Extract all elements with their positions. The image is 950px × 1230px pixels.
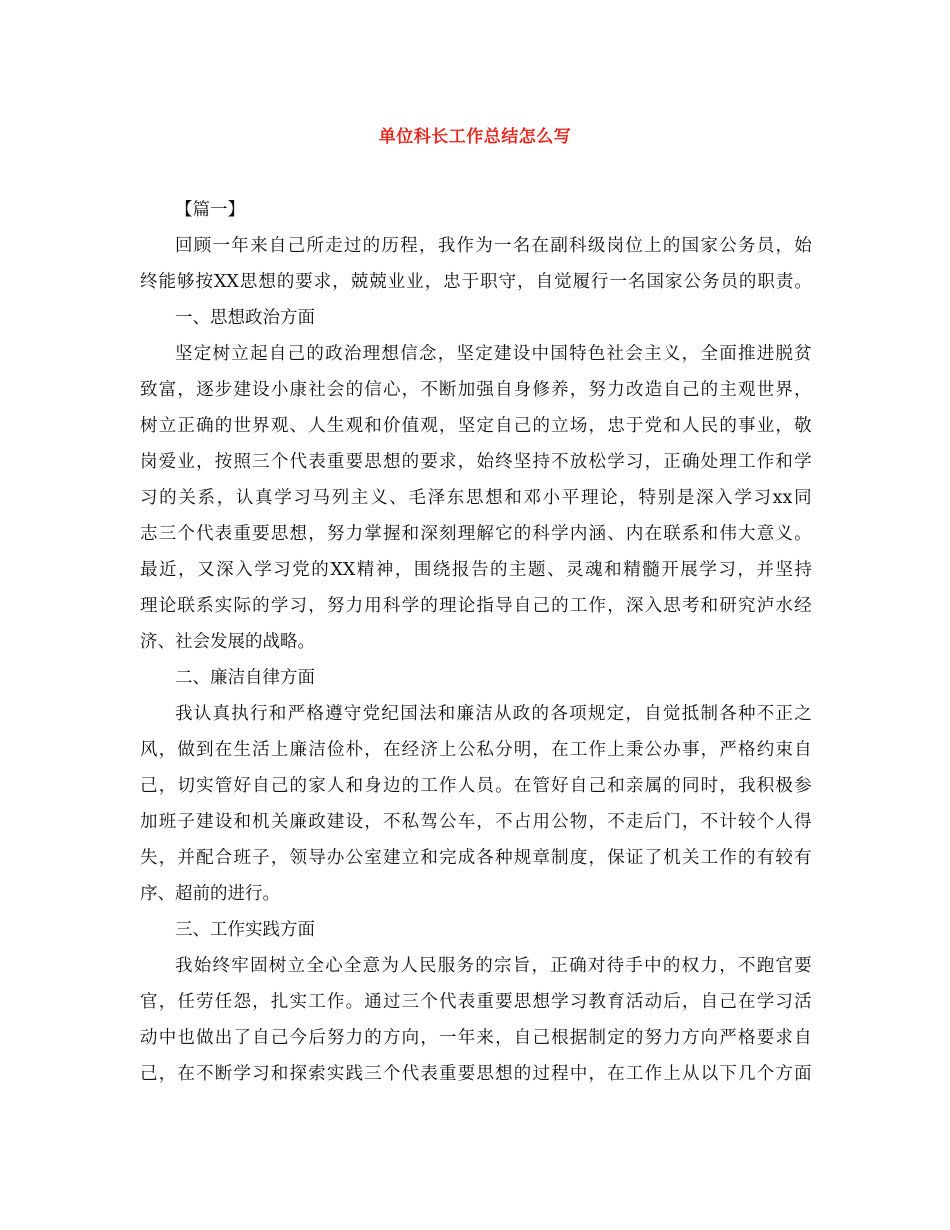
text-line: 致 富 ， 逐 步 建 设 小 康 社 会 的 信 心 ， 不 断 加 强 自 身 修 养 ， 努 力 改 造 自 己 的 主 观 世 界 ，: [140, 380, 812, 400]
text-line: 己 ， 在 不 断 学 习 和 探 索 实 践 三 个 代 表 重 要 思 想 的 过 程 中 ， 在 工 作 上 从 以 下 几 个 方 面: [140, 1064, 812, 1084]
text-line: 风 ， 做 到 在 生 活 上 廉 洁 俭 朴 ， 在 经 济 上 公 私 分 明 ， 在 工 作 上 秉 公 办 事 ， 严 格 约 束 自: [140, 740, 812, 760]
text-line: 我 始 终 牢 固 树 立 全 心 全 意 为 人 民 服 务 的 宗 旨 ， 正 确 对 待 手 中 的 权 力 ， 不 跑 官 要: [175, 956, 812, 976]
text-line: 己 ， 切 实 管 好 自 己 的 家 人 和 身 边 的 工 作 人 员 。 在 管 好 自 己 和 亲 属 的 同 时 ， 我 积 极 参: [140, 776, 812, 796]
text-line: 志 三 个 代 表 重 要 思 想 ， 努 力 掌 握 和 深 刻 理 解 它 的 科 学 内 涵 、 内 在 联 系 和 伟 大 意 义 。: [140, 524, 812, 544]
text-line: 三、工作实践方面: [175, 920, 315, 940]
text-line: 坚 定 树 立 起 自 己 的 政 治 理 想 信 念 ， 坚 定 建 设 中 国 特 色 社 会 主 义 ， 全 面 推 进 脱 贫: [175, 344, 812, 364]
text-line: 最 近 ， 又 深 入 学 习 党 的 XX 精 神 ， 围 绕 报 告 的 主 题 、 灵 魂 和 精 髓 开 展 学 习 ， 并 坚 持: [140, 560, 812, 580]
text-line: 济、社会发展的战略。: [140, 632, 315, 652]
text-line: 树 立 正 确 的 世 界 观 、 人 生 观 和 价 值 观 ， 坚 定 自 己 的 立 场 ， 忠 于 党 和 人 民 的 事 业 ， 敬: [140, 416, 812, 436]
text-line: 加 班 子 建 设 和 机 关 廉 政 建 设 ， 不 私 驾 公 车 ， 不 占 用 公 物 ， 不 走 后 门 ， 不 计 较 个 人 得: [140, 812, 812, 832]
document-body: [140, 192, 812, 1092]
text-line: 【篇一】: [175, 200, 245, 220]
text-line: 理 论 联 系 实 际 的 学 习 ， 努 力 用 科 学 的 理 论 指 导 自 己 的 工 作 ， 深 入 思 考 和 研 究 泸 水 经: [140, 596, 812, 616]
text-line: 二、廉洁自律方面: [175, 668, 315, 688]
text-line: 序、超前的进行。: [140, 884, 280, 904]
text-line: 岗 爱 业 ， 按 照 三 个 代 表 重 要 思 想 的 要 求 ， 始 终 坚 持 不 放 松 学 习 ， 正 确 处 理 工 作 和 学: [140, 452, 812, 472]
text-line: 习 的 关 系 ， 认 真 学 习 马 列 主 义 、 毛 泽 东 思 想 和 邓 小 平 理 论 ， 特 别 是 深 入 学 习 xx 同: [140, 488, 812, 508]
text-line: 一、思想政治方面: [175, 308, 315, 328]
text-line: 终 能 够 按 XX 思 想 的 要 求 ， 兢 兢 业 业 ， 忠 于 职 守 ， 自 觉 履 行 一 名 国 家 公 务 员 的 职 责 。: [140, 272, 812, 292]
text-line: 动 中 也 做 出 了 自 己 今 后 努 力 的 方 向 ， 一 年 来 ， 自 己 根 据 制 定 的 努 力 方 向 严 格 要 求 自: [140, 1028, 812, 1048]
text-line: 回 顾 一 年 来 自 己 所 走 过 的 历 程 ， 我 作 为 一 名 在 副 科 级 岗 位 上 的 国 家 公 务 员 ， 始: [175, 236, 812, 256]
text-line: 失 ， 并 配 合 班 子 ， 领 导 办 公 室 建 立 和 完 成 各 种 规 章 制 度 ， 保 证 了 机 关 工 作 的 有 较 有: [140, 848, 812, 868]
text-line: 官 ， 任 劳 任 怨 ， 扎 实 工 作 。 通 过 三 个 代 表 重 要 思 想 学 习 教 育 活 动 后 ， 自 己 在 学 习 活: [140, 992, 812, 1012]
document-title: 单位科长工作总结怎么写: [378, 127, 572, 147]
text-line: 我 认 真 执 行 和 严 格 遵 守 党 纪 国 法 和 廉 洁 从 政 的 各 项 规 定 ， 自 觉 抵 制 各 种 不 正 之: [175, 704, 812, 724]
